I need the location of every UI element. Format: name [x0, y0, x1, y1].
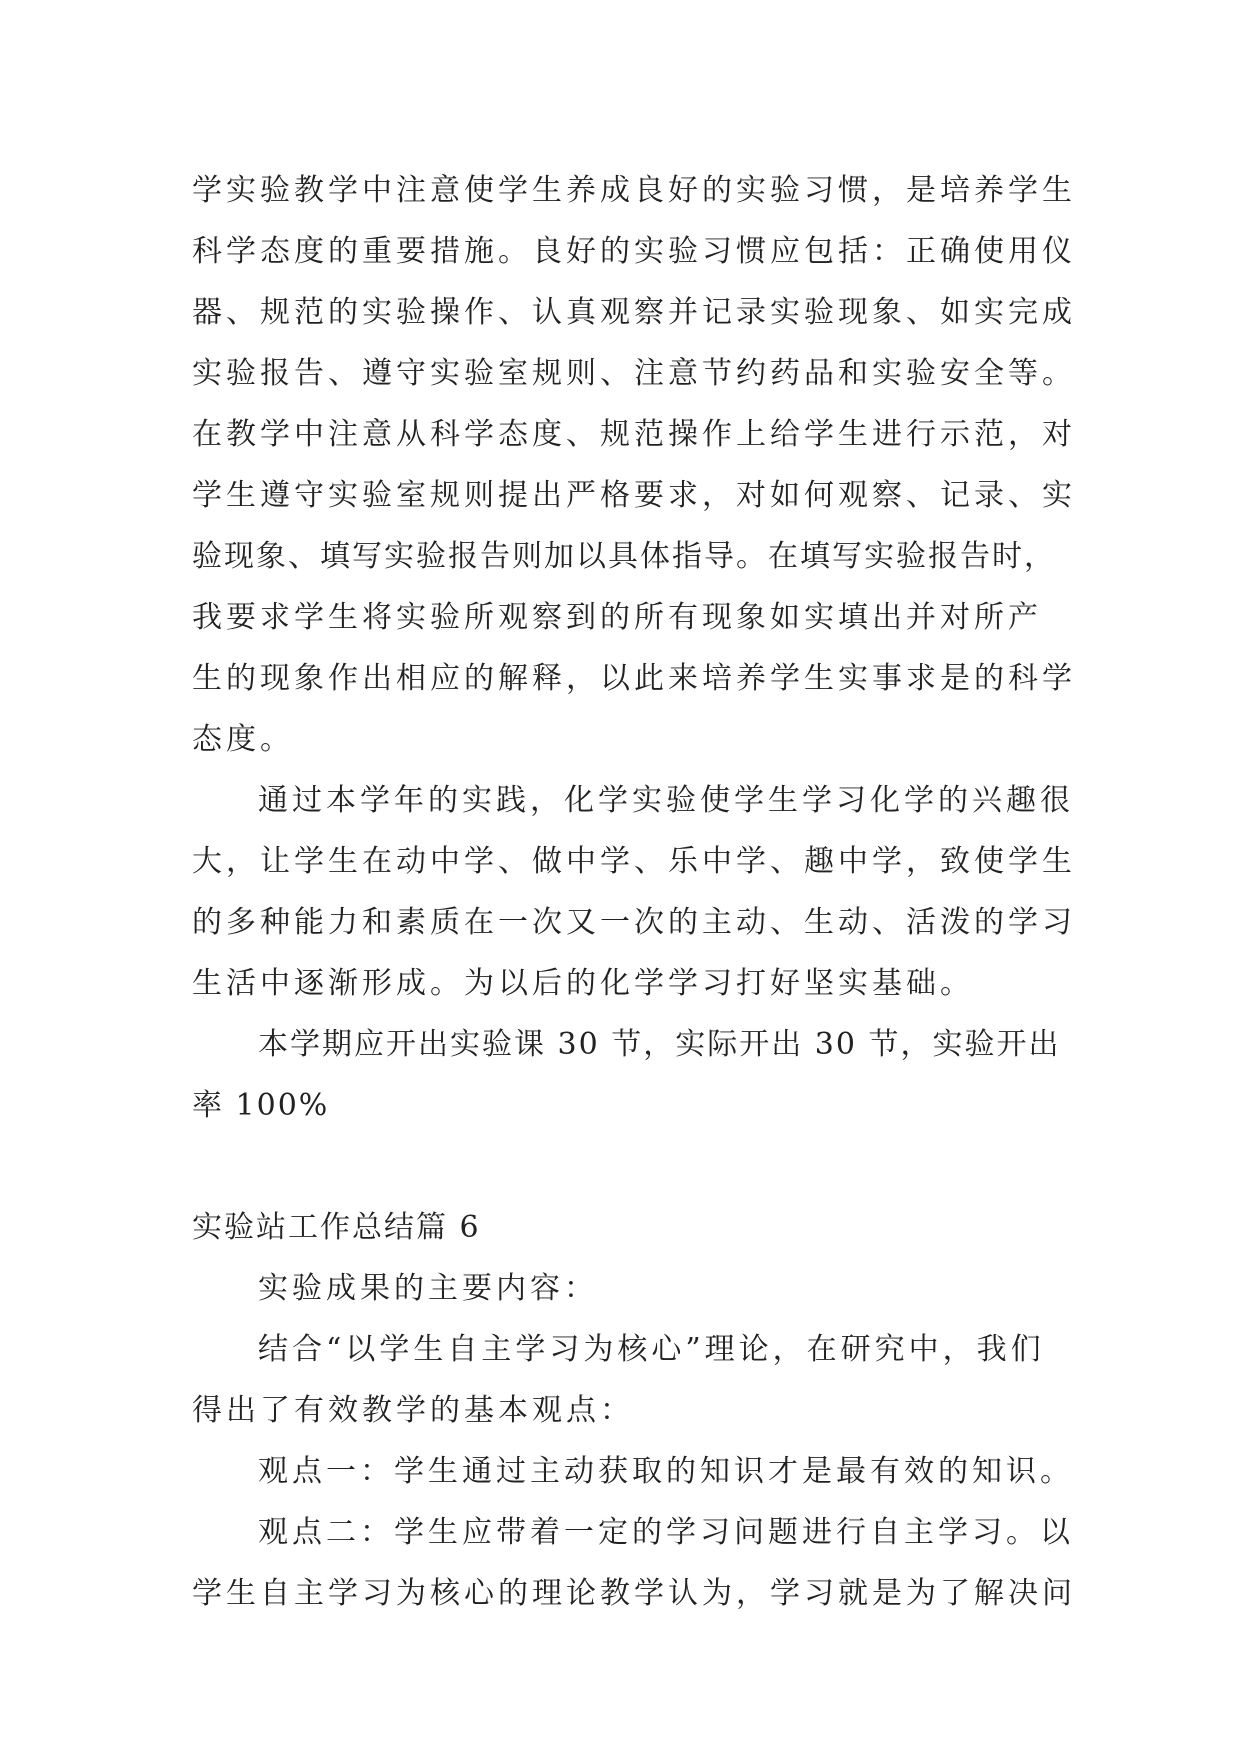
paragraph-line: 率 100%: [192, 1088, 330, 1123]
paragraph-line: 的多种能力和素质在一次又一次的主动、生动、活泼的学习: [192, 905, 1076, 940]
paragraph-line: 态度。: [192, 722, 294, 757]
paragraph-line: 实验报告、遵守实验室规则、注意节约药品和实验安全等。: [192, 356, 1076, 391]
document-body: [192, 160, 1076, 1624]
paragraph-line: 器、规范的实验操作、认真观察并记录实验现象、如实完成: [192, 295, 1076, 330]
section-heading: 实验站工作总结篇 6: [192, 1210, 481, 1245]
paragraph-line: 观点二：学生应带着一定的学习问题进行自主学习。以: [258, 1515, 1074, 1550]
paragraph-line: 科学态度的重要措施。良好的实验习惯应包括：正确使用仪: [192, 234, 1076, 269]
paragraph-line: 我要求学生将实验所观察到的所有现象如实填出并对所产: [192, 600, 1042, 635]
paragraph-line: 本学期应开出实验课 30 节，实际开出 30 节，实验开出: [258, 1027, 1061, 1062]
paragraph-line: 学实验教学中注意使学生养成良好的实验习惯，是培养学生: [192, 173, 1076, 208]
paragraph-line: 得出了有效教学的基本观点：: [192, 1393, 634, 1428]
paragraph-line: 结合“以学生自主学习为核心”理论，在研究中，我们: [258, 1332, 1045, 1367]
paragraph-line: 学生遵守实验室规则提出严格要求，对如何观察、记录、实: [192, 478, 1076, 513]
paragraph-line: 学生自主学习为核心的理论教学认为，学习就是为了解决问: [192, 1576, 1076, 1611]
paragraph-line: 大，让学生在动中学、做中学、乐中学、趣中学，致使学生: [192, 844, 1076, 879]
paragraph-line: 验现象、填写实验报告则加以具体指导。在填写实验报告时，: [192, 539, 1056, 574]
paragraph-line: 生的现象作出相应的解释，以此来培养学生实事求是的科学: [192, 661, 1076, 696]
paragraph-line: 观点一：学生通过主动获取的知识才是最有效的知识。: [258, 1454, 1074, 1489]
paragraph-line: 通过本学年的实践，化学实验使学生学习化学的兴趣很: [258, 783, 1074, 818]
paragraph-line: 生活中逐渐形成。为以后的化学学习打好坚实基础。: [192, 966, 974, 1001]
paragraph-line: 实验成果的主要内容：: [258, 1271, 598, 1306]
paragraph-line: 在教学中注意从科学态度、规范操作上给学生进行示范，对: [192, 417, 1076, 452]
section-gap: [192, 1136, 1062, 1197]
